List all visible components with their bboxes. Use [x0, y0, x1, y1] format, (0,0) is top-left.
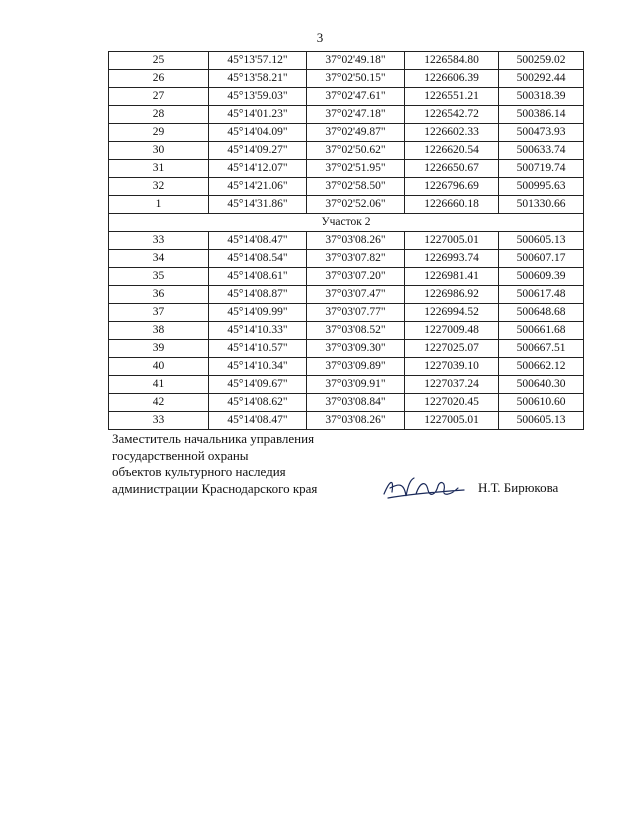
- table-cell: 37°02'49.87": [307, 124, 405, 142]
- table-row: [109, 52, 584, 70]
- table-cell: 500995.63: [499, 178, 584, 196]
- table-row: [109, 88, 584, 106]
- table-cell: 32: [109, 178, 209, 196]
- handwritten-signature: [380, 472, 470, 502]
- table-row: [109, 160, 584, 178]
- table-row: [109, 394, 584, 412]
- table-row: [109, 322, 584, 340]
- table-cell: 45°13'59.03": [209, 88, 307, 106]
- table-cell: 1226584.80: [405, 52, 499, 70]
- table-cell: 45°14'04.09": [209, 124, 307, 142]
- table-cell: 500661.68: [499, 322, 584, 340]
- table-cell: 500610.60: [499, 394, 584, 412]
- table-row: [109, 286, 584, 304]
- table-cell: 27: [109, 88, 209, 106]
- table-cell: 37°03'07.82": [307, 250, 405, 268]
- table-cell: 1226796.69: [405, 178, 499, 196]
- table-cell: 1226993.74: [405, 250, 499, 268]
- table-row: [109, 358, 584, 376]
- table-cell: 37°02'49.18": [307, 52, 405, 70]
- table-cell: 37°03'07.77": [307, 304, 405, 322]
- table-cell: 25: [109, 52, 209, 70]
- table-cell: 35: [109, 268, 209, 286]
- table-row: [109, 178, 584, 196]
- table-cell: 28: [109, 106, 209, 124]
- table-cell: 1226994.52: [405, 304, 499, 322]
- table-cell: 37°03'09.30": [307, 340, 405, 358]
- table-row: [109, 304, 584, 322]
- table-cell: 37°02'52.06": [307, 196, 405, 214]
- table-cell: 500648.68: [499, 304, 584, 322]
- table-cell: 500259.02: [499, 52, 584, 70]
- table-cell: 1226650.67: [405, 160, 499, 178]
- table-cell: 500605.13: [499, 412, 584, 430]
- table-row: [109, 232, 584, 250]
- table-cell: 45°14'09.99": [209, 304, 307, 322]
- table-cell: 45°14'01.23": [209, 106, 307, 124]
- table-cell: 40: [109, 358, 209, 376]
- table-cell: 45°14'31.86": [209, 196, 307, 214]
- coordinates-table: [108, 51, 584, 430]
- section-title: Участок 2: [109, 214, 584, 232]
- table-cell: 1: [109, 196, 209, 214]
- signatory-line: Заместитель начальника управления: [112, 431, 315, 446]
- table-row: [109, 106, 584, 124]
- table-cell: 37°02'47.61": [307, 88, 405, 106]
- table-cell: 1226542.72: [405, 106, 499, 124]
- table-cell: 45°14'12.07": [209, 160, 307, 178]
- table-cell: 500633.74: [499, 142, 584, 160]
- table-cell: 1226986.92: [405, 286, 499, 304]
- table-cell: 38: [109, 322, 209, 340]
- table-cell: 37°03'08.52": [307, 322, 405, 340]
- table-cell: 37°03'09.91": [307, 376, 405, 394]
- table-cell: 500719.74: [499, 160, 584, 178]
- table-cell: 1227037.24: [405, 376, 499, 394]
- table-cell: 37°03'08.26": [307, 412, 405, 430]
- table-cell: 36: [109, 286, 209, 304]
- table-cell: 37°02'50.62": [307, 142, 405, 160]
- table-cell: 500609.39: [499, 268, 584, 286]
- table-cell: 45°13'58.21": [209, 70, 307, 88]
- table-cell: 1226660.18: [405, 196, 499, 214]
- table-cell: 500640.30: [499, 376, 584, 394]
- table-cell: 37°03'07.20": [307, 268, 405, 286]
- section-row: [109, 214, 584, 232]
- table-row: [109, 70, 584, 88]
- table-cell: 37°02'51.95": [307, 160, 405, 178]
- signatory-name: Н.Т. Бирюкова: [478, 480, 559, 495]
- table-cell: 500318.39: [499, 88, 584, 106]
- table-cell: 45°14'08.54": [209, 250, 307, 268]
- table-cell: 45°14'08.47": [209, 232, 307, 250]
- table-cell: 500605.13: [499, 232, 584, 250]
- table-cell: 1227005.01: [405, 412, 499, 430]
- table-cell: 39: [109, 340, 209, 358]
- table-row: [109, 142, 584, 160]
- table-cell: 45°14'10.33": [209, 322, 307, 340]
- table-row: [109, 340, 584, 358]
- table-cell: 45°14'08.47": [209, 412, 307, 430]
- table-cell: 45°14'10.34": [209, 358, 307, 376]
- table-cell: 29: [109, 124, 209, 142]
- table-cell: 500667.51: [499, 340, 584, 358]
- table-cell: 1226620.54: [405, 142, 499, 160]
- table-row: [109, 376, 584, 394]
- table-cell: 1227009.48: [405, 322, 499, 340]
- table-cell: 500292.44: [499, 70, 584, 88]
- table-cell: 37°02'58.50": [307, 178, 405, 196]
- table-cell: 37°03'09.89": [307, 358, 405, 376]
- table-row: [109, 412, 584, 430]
- table-cell: 42: [109, 394, 209, 412]
- table-cell: 500617.48: [499, 286, 584, 304]
- table-cell: 41: [109, 376, 209, 394]
- table-cell: 1226981.41: [405, 268, 499, 286]
- table-cell: 31: [109, 160, 209, 178]
- table-cell: 45°14'10.57": [209, 340, 307, 358]
- table-cell: 1227039.10: [405, 358, 499, 376]
- table-cell: 45°14'09.27": [209, 142, 307, 160]
- table-cell: 1227020.45: [405, 394, 499, 412]
- table-row: [109, 124, 584, 142]
- table-cell: 37°03'08.26": [307, 232, 405, 250]
- table-cell: 1226551.21: [405, 88, 499, 106]
- table-cell: 45°14'09.67": [209, 376, 307, 394]
- table-cell: 33: [109, 232, 209, 250]
- table-row: [109, 250, 584, 268]
- table-cell: 500607.17: [499, 250, 584, 268]
- table-cell: 34: [109, 250, 209, 268]
- table-cell: 45°13'57.12": [209, 52, 307, 70]
- page-number: 3: [316, 30, 324, 45]
- table-cell: 37: [109, 304, 209, 322]
- table-cell: 37°02'50.15": [307, 70, 405, 88]
- table-cell: 500662.12: [499, 358, 584, 376]
- table-cell: 1226602.33: [405, 124, 499, 142]
- signatory-line: объектов культурного наследия: [112, 464, 286, 479]
- table-body-part1: [109, 52, 584, 214]
- table-body-part2: [109, 232, 584, 430]
- table-cell: 37°03'07.47": [307, 286, 405, 304]
- table-cell: 45°14'08.62": [209, 394, 307, 412]
- table-cell: 45°14'08.87": [209, 286, 307, 304]
- table-cell: 500473.93: [499, 124, 584, 142]
- table-cell: 33: [109, 412, 209, 430]
- table-cell: 1227005.01: [405, 232, 499, 250]
- table-cell: 500386.14: [499, 106, 584, 124]
- signatory-block: [112, 431, 317, 497]
- table-row: [109, 196, 584, 214]
- table-row: [109, 268, 584, 286]
- table-cell: 37°02'47.18": [307, 106, 405, 124]
- table-cell: 501330.66: [499, 196, 584, 214]
- table-cell: 1226606.39: [405, 70, 499, 88]
- table-cell: 45°14'21.06": [209, 178, 307, 196]
- signatory-line: администрации Краснодарского края: [112, 480, 318, 496]
- table-cell: 45°14'08.61": [209, 268, 307, 286]
- table-cell: 37°03'08.84": [307, 394, 405, 412]
- table-cell: 30: [109, 142, 209, 160]
- table-cell: 1227025.07: [405, 340, 499, 358]
- signatory-line: государственной охраны: [112, 447, 249, 463]
- table-cell: 26: [109, 70, 209, 88]
